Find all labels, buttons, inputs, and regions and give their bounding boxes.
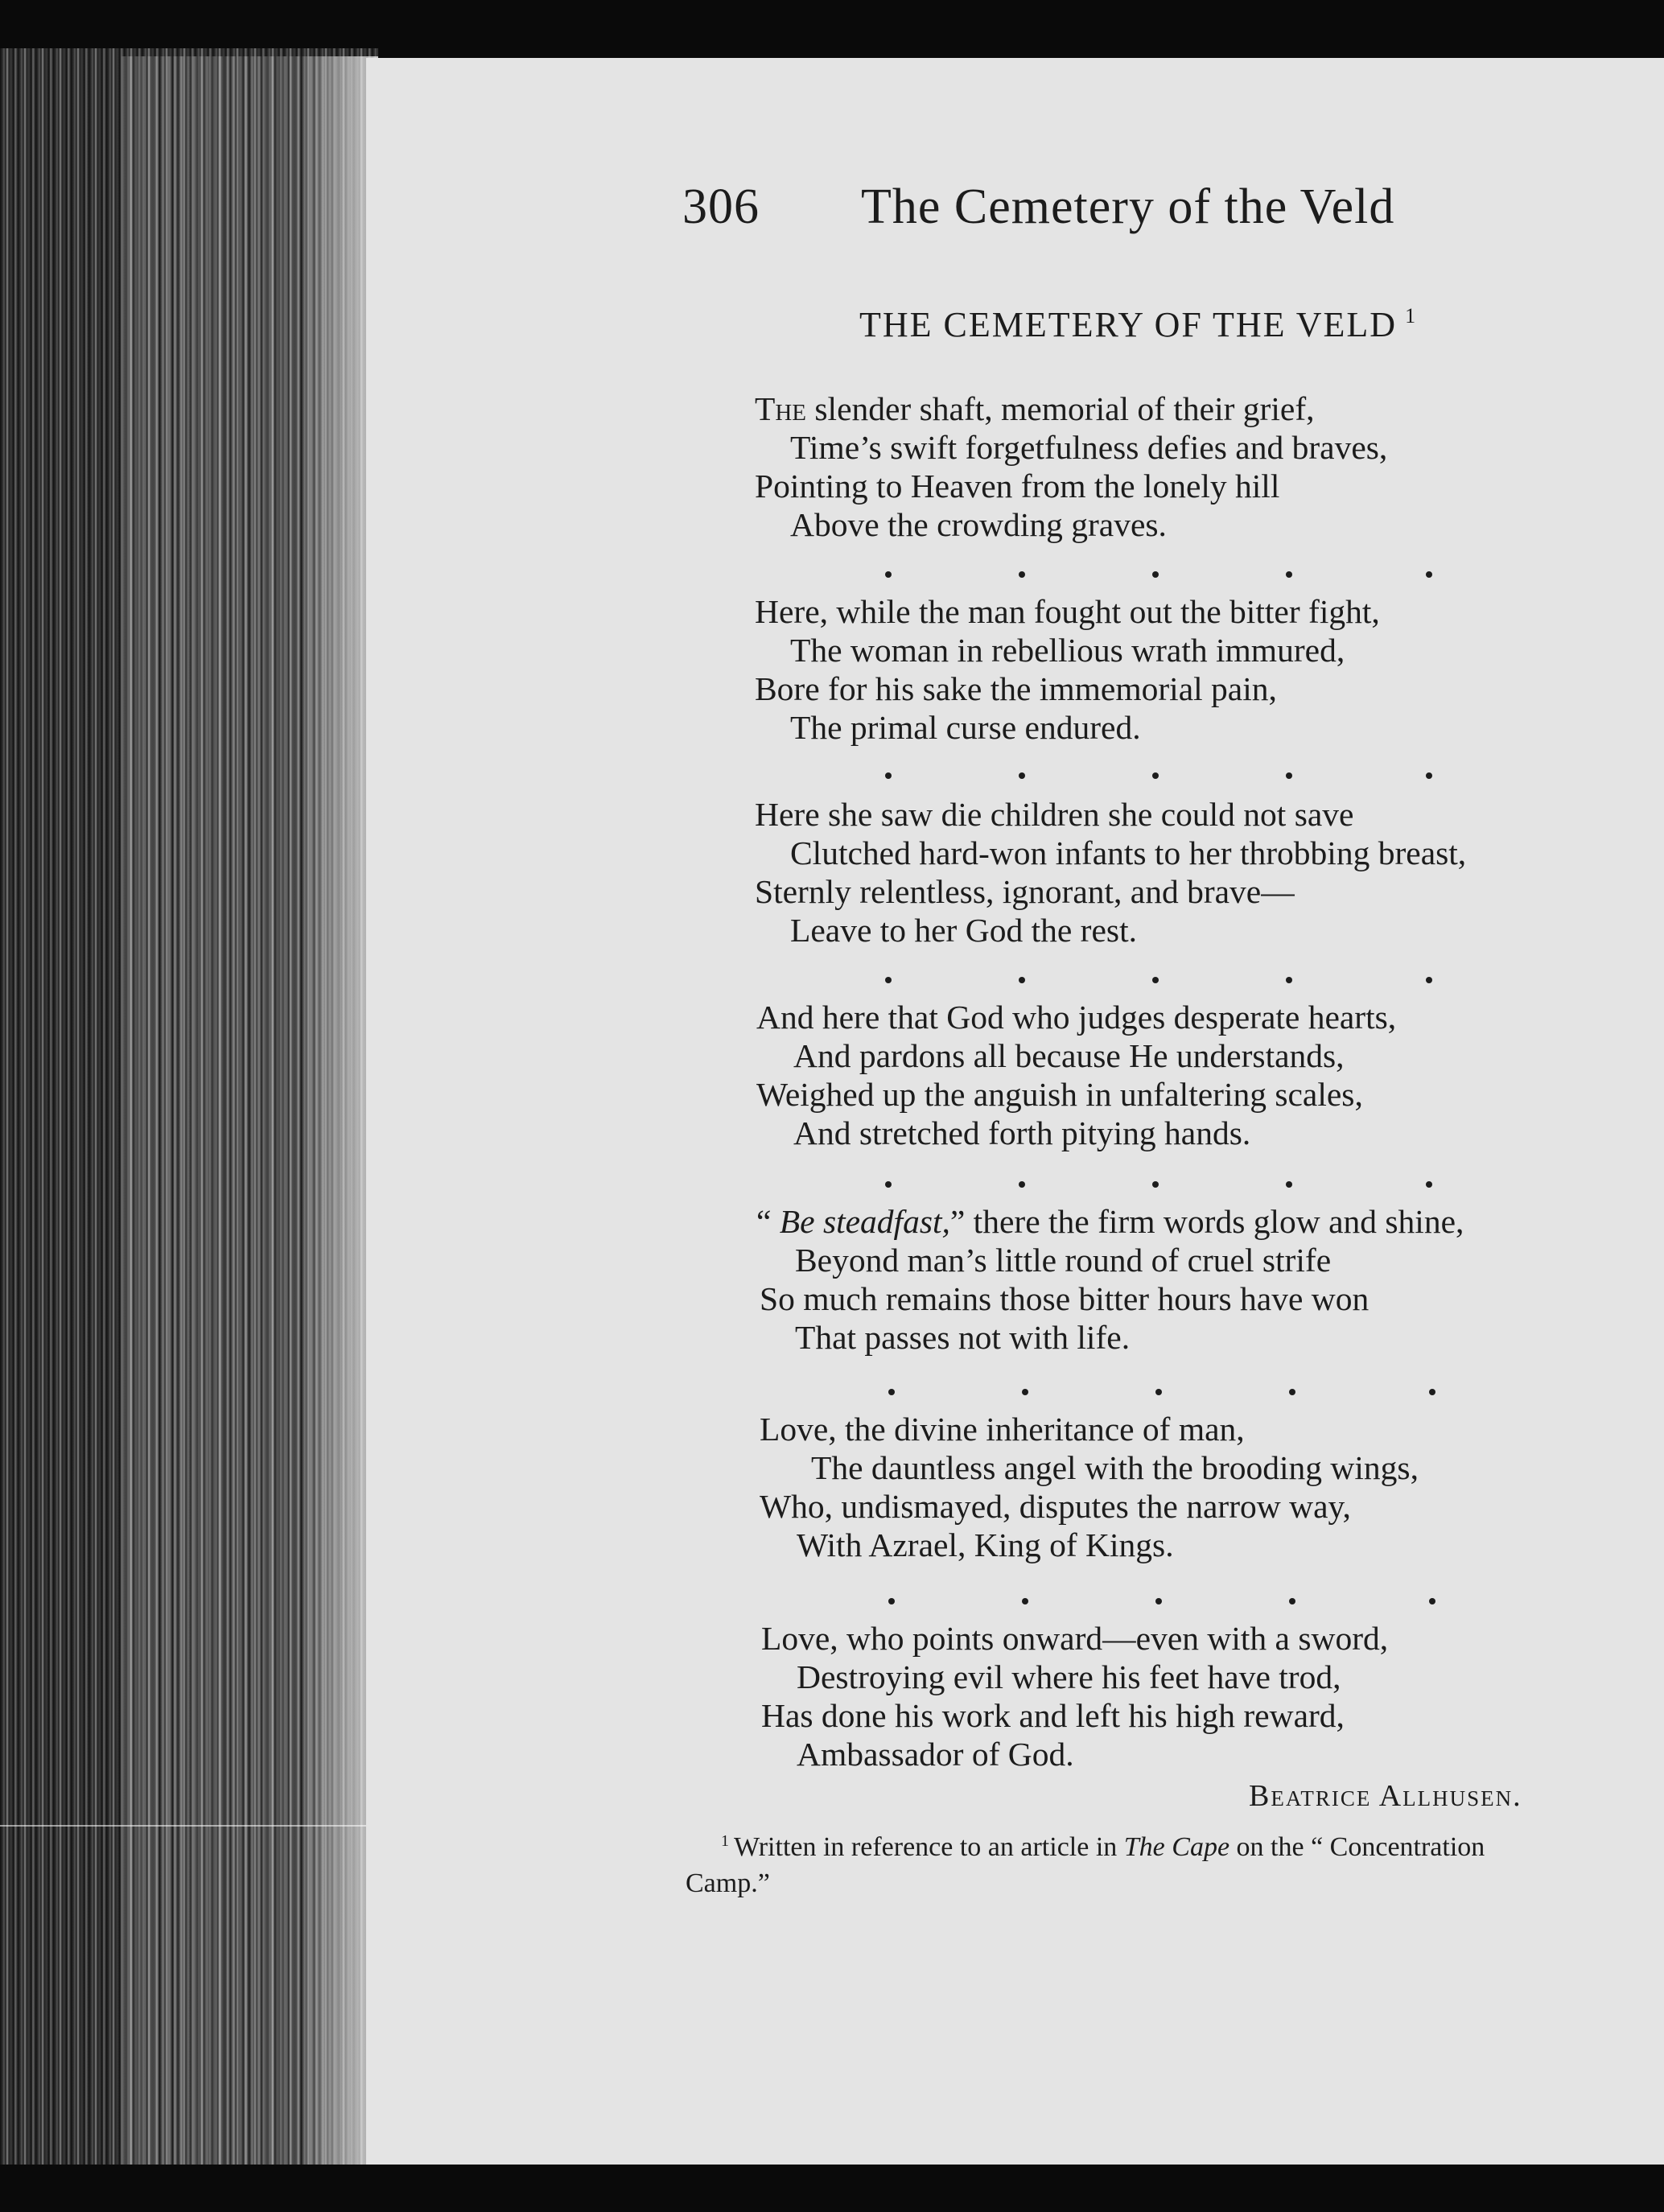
poem-line: Beyond man’s little round of cruel strife: [795, 1242, 1332, 1279]
footnote-continuation: Camp.”: [686, 1868, 770, 1898]
separator-dot: [1152, 977, 1159, 983]
poem-title-text: THE CEMETERY OF THE VELD: [859, 305, 1398, 344]
separator-dot: [1426, 772, 1432, 779]
separator-dot: [885, 1181, 892, 1188]
poem-line: The dauntless angel with the brooding wings,: [811, 1449, 1419, 1486]
poem-line: The woman in rebellious wrath immured,: [790, 632, 1345, 669]
poem-line: That passes not with life.: [795, 1319, 1131, 1356]
separator-dot: [1286, 1181, 1292, 1188]
stanza-separator: [885, 772, 1440, 785]
poem-title: [859, 304, 1417, 345]
poem-line: Love, who points onward—even with a sword,: [761, 1620, 1389, 1657]
separator-dot: [885, 571, 892, 578]
footnote-text: on the “ Concentration: [1229, 1832, 1485, 1862]
separator-dot: [1022, 1598, 1028, 1604]
separator-dot: [1152, 772, 1159, 779]
separator-dot: [1152, 1181, 1159, 1188]
running-title: The Cemetery of the Veld: [861, 179, 1395, 234]
poem-line: Weighed up the anguish in unfaltering scales,: [756, 1076, 1363, 1113]
separator-dot: [885, 977, 892, 983]
stanza-separator: [885, 1181, 1440, 1194]
footnote-marker: 1: [721, 1832, 729, 1850]
poem-line: The primal curse endured.: [790, 709, 1141, 746]
poem-line: Above the crowding graves.: [790, 506, 1167, 543]
poem-line: Here, while the man fought out the bitter fight,: [755, 593, 1380, 630]
italic-phrase: Be steadfast,: [779, 1203, 950, 1240]
separator-dot: [1429, 1389, 1435, 1395]
separator-dot: [1022, 1389, 1028, 1395]
page-number: 306: [682, 179, 760, 234]
line-text: ” there the firm words glow and shine,: [949, 1203, 1464, 1240]
separator-dot: [1426, 1181, 1432, 1188]
author-signature: Beatrice Allhusen.: [1249, 1779, 1522, 1813]
separator-dot: [1289, 1598, 1295, 1604]
poem-line: Who, undismayed, disputes the narrow way,: [760, 1488, 1351, 1525]
scan-bottom-border: [0, 2165, 1664, 2212]
footnote-text: Written in reference to an article in: [734, 1832, 1124, 1862]
opening-word: The: [755, 390, 807, 427]
line-text: slender shaft, memorial of their grief,: [806, 390, 1315, 427]
poem-line: Sternly relentless, ignorant, and brave—: [755, 873, 1295, 910]
separator-dot: [888, 1389, 895, 1395]
open-quote: “: [756, 1203, 780, 1240]
stanza-separator: [885, 977, 1440, 990]
separator-dot: [888, 1598, 895, 1604]
separator-dot: [1286, 571, 1292, 578]
separator-dot: [885, 772, 892, 779]
poem-line: [755, 389, 1315, 428]
poem-line: And stretched forth pitying hands.: [793, 1114, 1251, 1151]
separator-dot: [1019, 772, 1025, 779]
separator-dot: [1152, 571, 1159, 578]
separator-dot: [1019, 977, 1025, 983]
separator-dot: [1286, 772, 1292, 779]
poem-line: Bore for his sake the immemorial pain,: [755, 670, 1277, 707]
poem-line: And here that God who judges desperate hearts,: [756, 999, 1397, 1036]
poem-line: Here she saw die children she could not save: [755, 796, 1354, 833]
stanza-separator: [888, 1598, 1444, 1611]
poem-line: Clutched hard-won infants to her throbbing breast,: [790, 834, 1467, 871]
separator-dot: [1019, 571, 1025, 578]
separator-dot: [1155, 1598, 1162, 1604]
stanza-separator: [885, 571, 1440, 584]
separator-dot: [1289, 1389, 1295, 1395]
footnote-reference: 1: [1405, 304, 1418, 327]
poem-line: Ambassador of God.: [797, 1736, 1074, 1773]
separator-dot: [1426, 571, 1432, 578]
footnote: [721, 1832, 1485, 1863]
separator-dot: [1426, 977, 1432, 983]
poem-line: Time’s swift forgetfulness defies and braves,: [790, 429, 1388, 466]
footnote-italic: The Cape: [1123, 1832, 1230, 1862]
stanza-separator: [888, 1389, 1444, 1402]
separator-dot: [1286, 977, 1292, 983]
separator-dot: [1019, 1181, 1025, 1188]
poem-line: So much remains those bitter hours have won: [760, 1280, 1370, 1317]
separator-dot: [1155, 1389, 1162, 1395]
poem-line: And pardons all because He understands,: [793, 1037, 1345, 1074]
poem-line: Has done his work and left his high reward,: [761, 1697, 1345, 1734]
poem-line: Leave to her God the rest.: [790, 912, 1137, 949]
separator-dot: [1429, 1598, 1435, 1604]
poem-line: Love, the divine inheritance of man,: [760, 1411, 1245, 1448]
poem-line: Pointing to Heaven from the lonely hill: [755, 468, 1280, 505]
scan-artifact-line: [0, 1825, 378, 1827]
poem-line: With Azrael, King of Kings.: [797, 1526, 1174, 1563]
poem-line: Destroying evil where his feet have trod,: [797, 1658, 1341, 1695]
poem-line: [756, 1202, 1464, 1241]
